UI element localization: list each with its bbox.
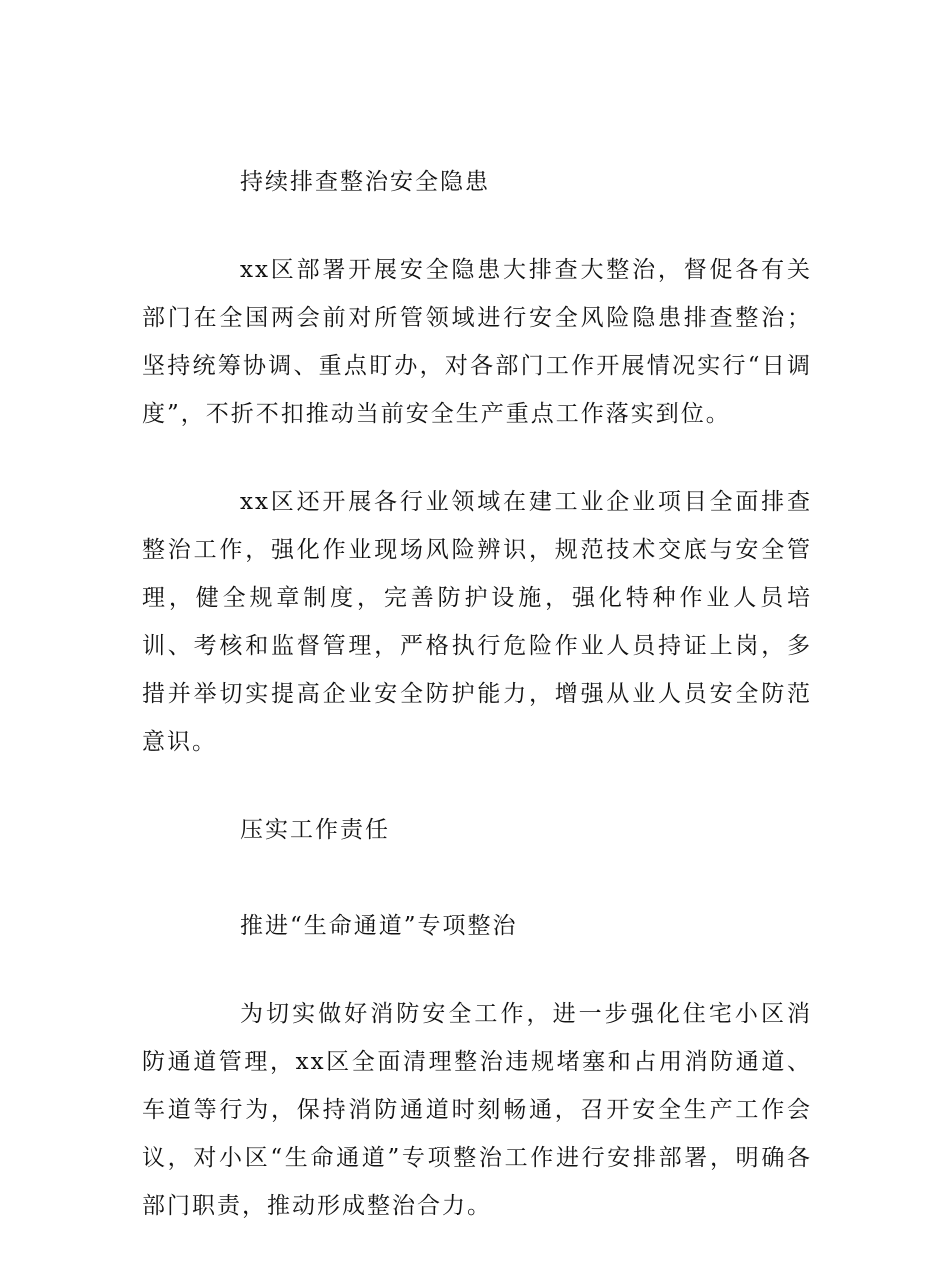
section-heading-hazard-inspection: 持续排查整治安全隐患	[240, 169, 490, 195]
paragraph-fire-access: 为切实做好消防安全工作，进一步强化住宅小区消防通道管理，xx区全面清理整治违规堵塞和占用消防通道、车道等行为，保持消防通道时刻畅通，召开安全生产工作会议，对小区“生命通道”专项整治工作进行安排部署，明确各部门职责，推动形成整治合力。	[142, 1001, 812, 1219]
section-heading-responsibility: 压实工作责任	[240, 817, 390, 843]
paragraph-hazard-deployment: xx区部署开展安全隐患大排查大整治，督促各有关部门在全国两会前对所管领域进行安全风险隐患排查整治；坚持统筹协调、重点盯办，对各部门工作开展情况实行“日调度”，不折不扣推动当前安全生产重点工作落实到位。	[142, 257, 812, 427]
document-body	[142, 158, 812, 1270]
section-heading-lifeline: 推进“生命通道”专项整治	[240, 913, 518, 939]
paragraph-industrial-inspection: xx区还开展各行业领域在建工业企业项目全面排查整治工作，强化作业现场风险辨识，规范技术交底与安全管理，健全规章制度，完善防护设施，强化特种作业人员培训、考核和监督管理，严格执行危险作业人员持证上岗，多措并举切实提高企业安全防护能力，增强从业人员安全防范意识。	[142, 489, 812, 755]
